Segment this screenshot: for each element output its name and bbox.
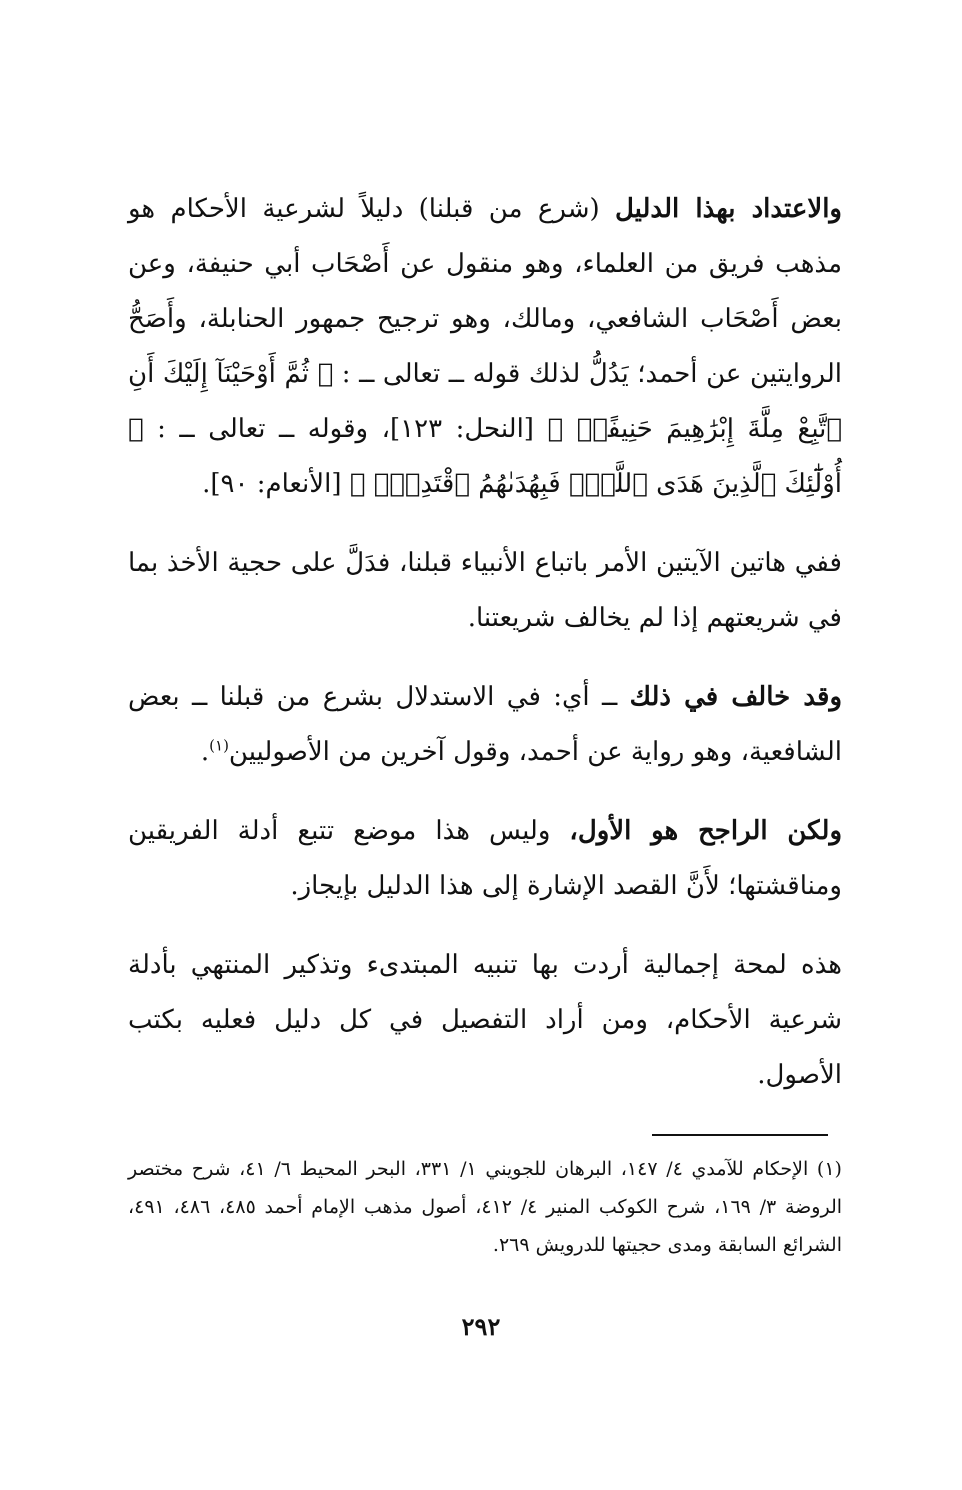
paragraph-4: [128, 804, 842, 914]
paragraph-2: [128, 536, 842, 646]
paragraph-text: ففي هاتين الآيتين الأمر باتباع الأنبياء قبلنا، فدَلَّ على حجية الأخذ بما في شريعتهم إذا لم يخالف شريعتنا.: [128, 548, 842, 633]
bold-lead: والاعتداد بهذا الدليل: [614, 194, 842, 224]
paragraph-3: [128, 670, 842, 780]
paragraph-text: هذه لمحة إجمالية أردت بها تنبيه المبتدىء وتذكير المنتهي بأدلة شرعية الأحكام، ومن أراد التفصيل في كل دليل فعليه بكتب الأصول.: [128, 950, 842, 1090]
paragraph-text: (شرع من قبلنا) دليلاً لشرعية الأحكام هو مذهب فريق من العلماء، وهو منقول عن أَصْحَاب أبي حنيفة، وعن بعض أَصْحَاب الشافعي، ومالك، وهو ترجيح جمهور الحنابلة، وأَصَحُّ الروايتين عن أحمد؛ يَدُلُّ لذلك قوله ــ تعالى ــ : ﴿ ثُمَّ أَوْحَيْنَآ إِلَيْكَ أَنِ ٱتَّبِعْ مِلَّةَ إِبْرَٰهِيمَ حَنِيفًاۖ ﴾ [النحل: ١٢٣]، وقوله ــ تعالى ــ : ﴿ أُوْلَٰٓئِكَ ٱلَّذِينَ هَدَى ٱللَّهُۖ فَبِهُدَىٰهُمُ ٱقْتَدِهْۗ ﴾ [الأنعام: ٩٠].: [128, 194, 842, 499]
main-text: [128, 182, 842, 1127]
page-number: ٢٩٢: [461, 1312, 501, 1341]
paragraph-1: [128, 182, 842, 512]
footnote-separator: [652, 1134, 828, 1136]
paragraph-text: ــ أي: في الاستدلال بشرع من قبلنا ــ بعض الشافعية، وهو رواية عن أحمد، وقول آخرين من الأصوليين: [128, 682, 842, 767]
paragraph-5: [128, 938, 842, 1103]
footnotes: [128, 1150, 842, 1264]
bold-lead: ولكن الراجح هو الأول،: [569, 816, 843, 846]
paragraph-text: وليس هذا موضع تتبع أدلة الفريقين ومناقشتها؛ لأَنَّ القصد الإشارة إلى هذا الدليل بإيجاز.: [128, 816, 842, 901]
bold-lead: وقد خالف في ذلك: [629, 682, 842, 712]
paragraph-tail: .: [200, 737, 210, 767]
footnote-1: (١) الإحكام للآمدي ٤/ ١٤٧، البرهان للجويني ١/ ٣٣١، البحر المحيط ٦/ ٤١، شرح مختصر الروضة ٣/ ١٦٩، شرح الكوكب المنير ٤/ ٤١٢، أصول مذهب الإمام أحمد ٤٨٥، ٤٨٦، ٤٩١، الشرائع السابقة ومدى حجيتها للدرويش ٢٦٩.: [128, 1158, 843, 1256]
footnote-marker[interactable]: (١): [209, 736, 229, 755]
